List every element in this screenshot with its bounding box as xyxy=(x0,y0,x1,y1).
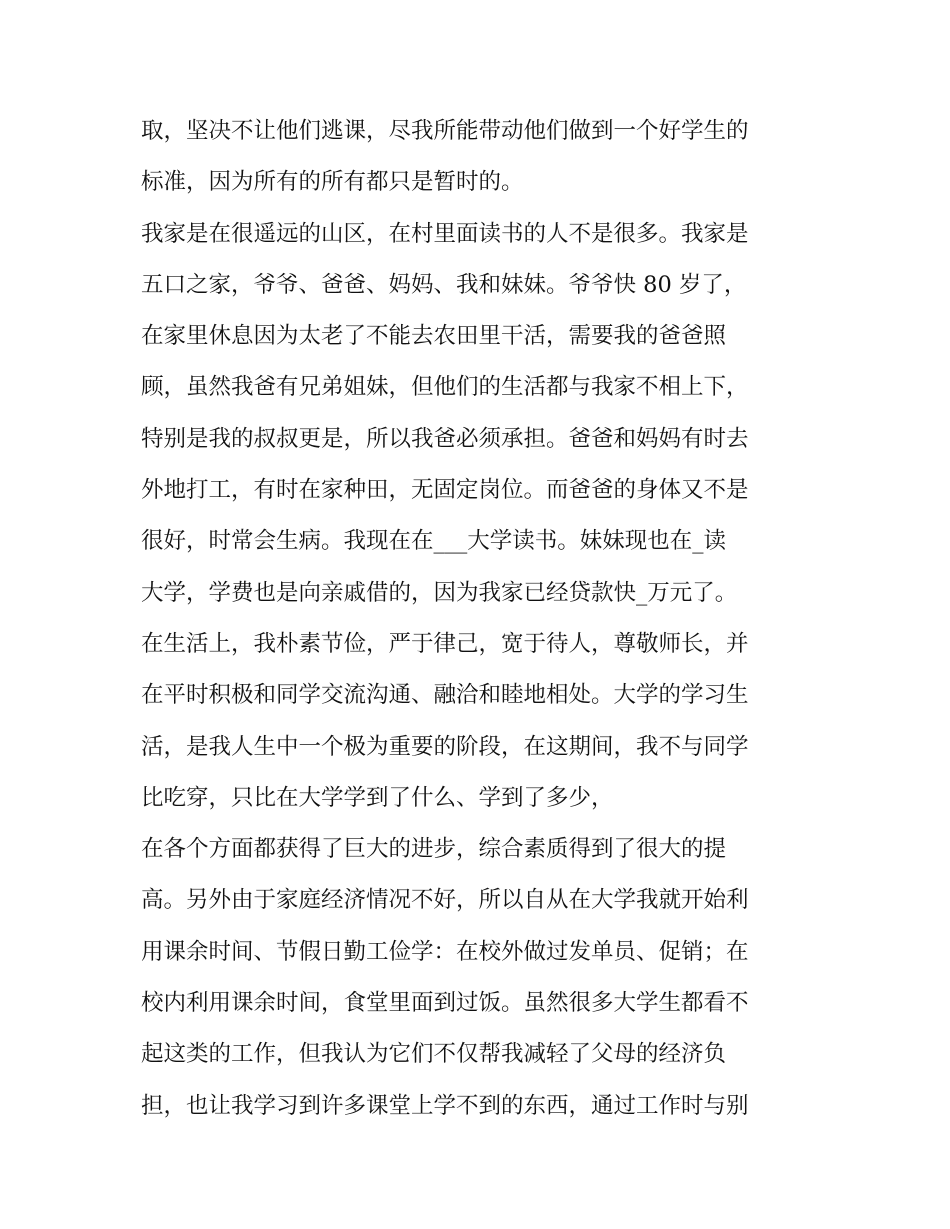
text-line: 担，也让我学习到许多课堂上学不到的东西，通过工作时与别 xyxy=(141,1092,749,1119)
text-line: 顾，虽然我爸有兄弟姐妹，但他们的生活都与我家不相上下， xyxy=(141,374,749,401)
text-line: 外地打工，有时在家种田，无固定岗位。而爸爸的身体又不是 xyxy=(141,477,749,504)
text-line: 五口之家，爷爷、爸爸、妈妈、我和妹妹。爷爷快 80 岁了， xyxy=(141,271,747,298)
text-line: 我家是在很遥远的山区，在村里面读书的人不是很多。我家是 xyxy=(141,220,749,247)
text-line: 用课余时间、节假日勤工俭学：在校外做过发单员、促销；在 xyxy=(141,938,749,965)
text-line: 在平时积极和同学交流沟通、融洽和睦地相处。大学的学习生 xyxy=(141,682,749,709)
text-line: 很好，时常会生病。我现在在___大学读书。妹妹现也在_读 xyxy=(141,528,727,555)
text-line: 起这类的工作，但我认为它们不仅帮我减轻了父母的经济负 xyxy=(141,1041,727,1068)
body-text xyxy=(141,106,821,1132)
text-line: 标准，因为所有的所有都只是暂时的。 xyxy=(141,169,524,196)
text-line: 活，是我人生中一个极为重要的阶段，在这期间，我不与同学 xyxy=(141,733,749,760)
text-line: 在家里休息因为太老了不能去农田里干活，需要我的爸爸照 xyxy=(141,323,727,350)
text-line: 取，坚决不让他们逃课，尽我所能带动他们做到一个好学生的 xyxy=(141,118,749,144)
text-line: 大学，学费也是向亲戚借的，因为我家已经贷款快_万元了。 xyxy=(141,579,738,606)
text-line: 在生活上，我朴素节俭，严于律己，宽于待人，尊敬师长，并 xyxy=(141,630,749,657)
text-line: 高。另外由于家庭经济情况不好，所以自从在大学我就开始利 xyxy=(141,887,749,914)
text-line: 特别是我的叔叔更是，所以我爸必须承担。爸爸和妈妈有时去 xyxy=(141,425,749,452)
text-line: 在各个方面都获得了巨大的进步，综合素质得到了很大的提 xyxy=(141,836,727,863)
text-line: 校内利用课余时间，食堂里面到过饭。虽然很多大学生都看不 xyxy=(141,990,749,1017)
text-line: 比吃穿，只比在大学学到了什么、学到了多少， xyxy=(141,784,614,811)
